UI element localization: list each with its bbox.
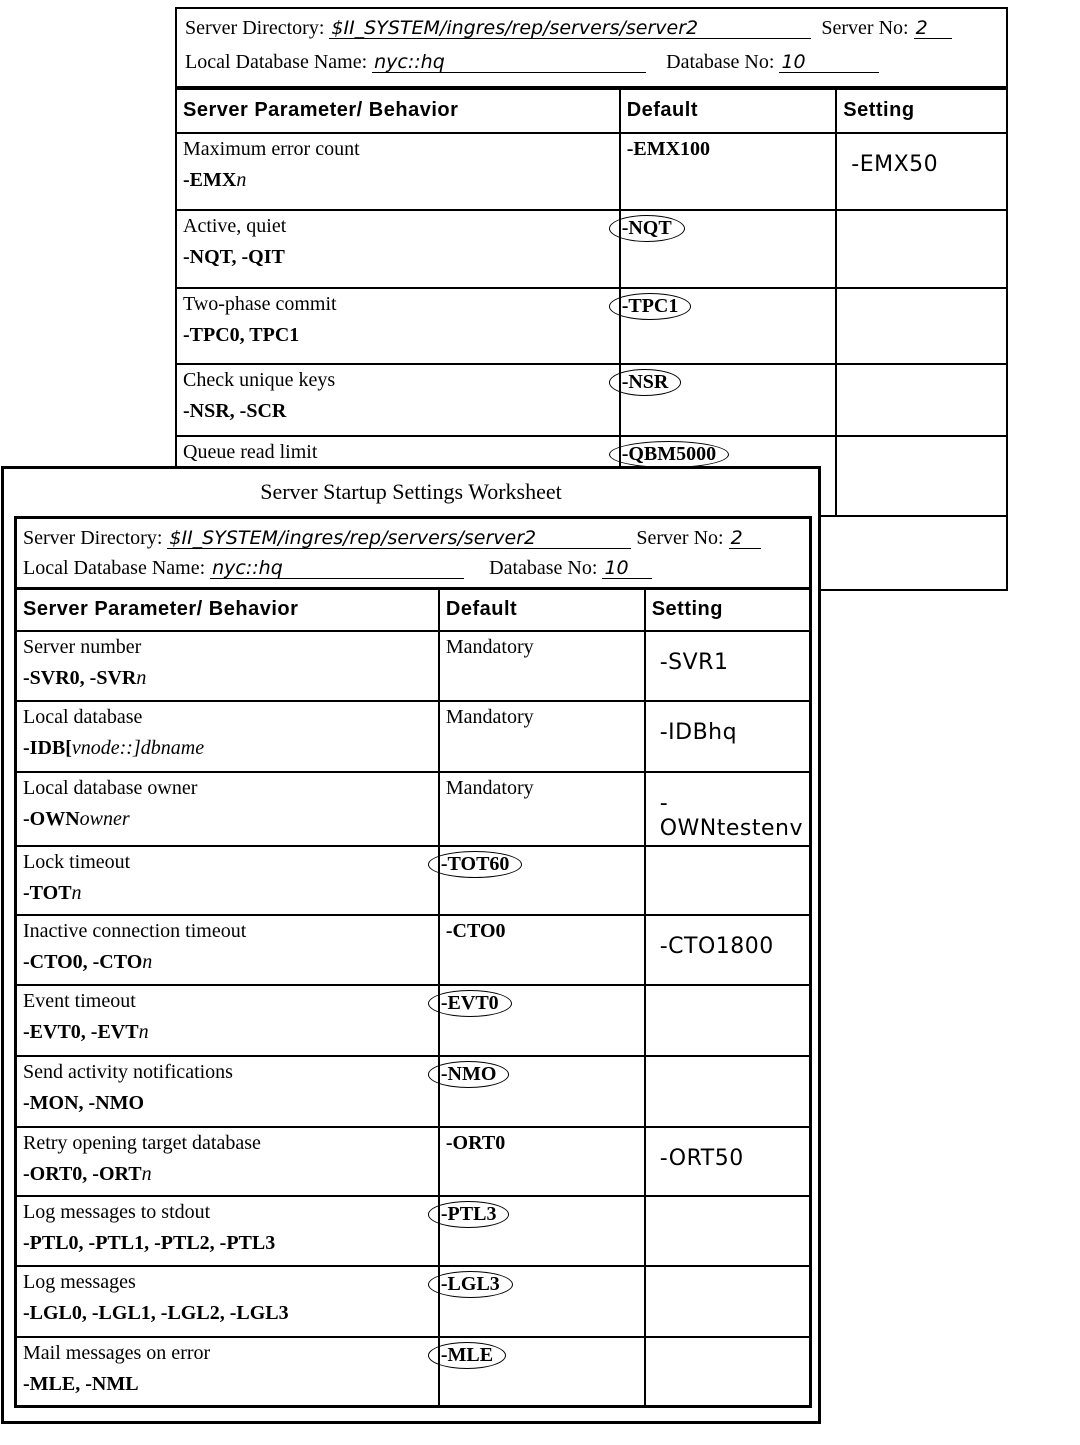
flag-text: -MLE, -NML bbox=[23, 1372, 139, 1395]
table-row bbox=[16, 701, 811, 772]
parameter-flags bbox=[23, 1302, 432, 1325]
parameter-cell bbox=[176, 364, 620, 436]
parameter-flags bbox=[23, 1232, 432, 1255]
setting-cell[interactable] bbox=[836, 288, 1007, 364]
table-header-row bbox=[16, 589, 811, 631]
parameter-cell bbox=[16, 772, 439, 846]
flag-text: -OWN bbox=[23, 807, 80, 830]
default-value: Mandatory bbox=[445, 705, 534, 728]
server-no-field[interactable]: 2 bbox=[729, 528, 761, 549]
flag-text: -EMX bbox=[183, 169, 237, 191]
default-cell bbox=[439, 846, 645, 915]
default-value-circled: -MLE bbox=[428, 1342, 506, 1369]
default-value-circled: -TPC1 bbox=[609, 293, 692, 320]
column-header-parameter: Server Parameter/ Behavior bbox=[176, 87, 620, 133]
flag-text: -MON, -NMO bbox=[23, 1091, 145, 1114]
parameter-flags bbox=[23, 882, 432, 905]
default-cell bbox=[439, 631, 645, 701]
default-cell bbox=[439, 985, 645, 1056]
default-cell bbox=[620, 288, 837, 364]
default-cell bbox=[439, 1266, 645, 1337]
table-row bbox=[16, 985, 811, 1056]
front-header bbox=[14, 516, 812, 590]
flag-variable: n bbox=[142, 950, 153, 973]
setting-value[interactable]: -ORT50 bbox=[659, 1145, 744, 1171]
default-value: Mandatory bbox=[445, 776, 534, 799]
default-value-circled: -NQT bbox=[609, 215, 685, 242]
parameter-flags bbox=[23, 1163, 432, 1186]
parameter-cell bbox=[176, 210, 620, 288]
table-row bbox=[176, 133, 1007, 210]
default-cell bbox=[439, 1056, 645, 1127]
parameter-name: Two-phase commit bbox=[183, 293, 337, 315]
table-row bbox=[16, 1266, 811, 1337]
database-no-label: Database No: bbox=[666, 51, 775, 73]
default-value-circled: -NMO bbox=[428, 1061, 510, 1088]
flag-text: -PTL0, -PTL1, -PTL2, -PTL3 bbox=[23, 1231, 276, 1254]
default-cell bbox=[439, 1196, 645, 1266]
setting-cell[interactable] bbox=[836, 436, 1007, 516]
table-row bbox=[176, 288, 1007, 364]
default-cell bbox=[620, 364, 837, 436]
parameter-cell bbox=[16, 701, 439, 772]
default-cell bbox=[439, 701, 645, 772]
flag-text: -SVR0, -SVR bbox=[23, 666, 137, 689]
parameter-flags bbox=[23, 951, 432, 974]
default-value-circled: -NSR bbox=[609, 369, 682, 396]
flag-text: -CTO0, -CTO bbox=[23, 950, 143, 973]
setting-cell[interactable] bbox=[645, 1337, 811, 1407]
parameter-name: Log messages bbox=[23, 1270, 136, 1293]
setting-cell[interactable] bbox=[836, 364, 1007, 436]
front-parameter-table bbox=[14, 587, 812, 1408]
parameter-name: Send activity notifications bbox=[23, 1060, 233, 1083]
server-directory-field[interactable]: $II_SYSTEM/ingres/rep/servers/server2 bbox=[329, 18, 811, 39]
setting-cell[interactable] bbox=[645, 985, 811, 1056]
column-header-parameter: Server Parameter/ Behavior bbox=[16, 589, 439, 631]
setting-cell[interactable] bbox=[645, 1056, 811, 1127]
database-no-field[interactable]: 10 bbox=[602, 558, 652, 579]
setting-cell[interactable] bbox=[836, 133, 1007, 210]
parameter-name: Active, quiet bbox=[183, 215, 287, 237]
parameter-cell bbox=[16, 1337, 439, 1407]
default-cell bbox=[439, 1127, 645, 1196]
parameter-flags bbox=[23, 808, 432, 831]
flag-text: -ORT0, -ORT bbox=[23, 1162, 142, 1185]
local-db-field[interactable]: nyc::hq bbox=[210, 558, 464, 579]
parameter-flags bbox=[23, 667, 432, 690]
setting-value[interactable]: -SVR1 bbox=[659, 649, 729, 675]
table-header-row bbox=[176, 87, 1007, 133]
parameter-name: Maximum error count bbox=[183, 138, 360, 160]
setting-cell[interactable] bbox=[645, 1266, 811, 1337]
default-value: Mandatory bbox=[445, 635, 534, 658]
column-header-setting: Setting bbox=[645, 589, 811, 631]
flag-variable: vnode::]dbname bbox=[71, 736, 205, 759]
parameter-flags bbox=[23, 1092, 432, 1115]
parameter-cell bbox=[16, 1266, 439, 1337]
parameter-flags bbox=[183, 324, 613, 347]
parameter-flags bbox=[183, 246, 613, 269]
parameter-cell bbox=[16, 631, 439, 701]
back-header bbox=[177, 9, 1006, 90]
flag-text: -NSR, -SCR bbox=[183, 400, 287, 422]
default-value-circled: -TOT60 bbox=[428, 851, 523, 878]
server-directory-field[interactable]: $II_SYSTEM/ingres/rep/servers/server2 bbox=[167, 528, 631, 549]
default-value: -EMX100 bbox=[626, 138, 711, 160]
local-db-field[interactable]: nyc::hq bbox=[372, 52, 646, 73]
flag-variable: n bbox=[141, 1162, 152, 1185]
table-row bbox=[16, 631, 811, 701]
parameter-name: Mail messages on error bbox=[23, 1341, 211, 1364]
database-no-label: Database No: bbox=[489, 557, 598, 579]
parameter-flags bbox=[23, 737, 432, 760]
server-directory-label: Server Directory: bbox=[185, 17, 325, 39]
flag-variable: n bbox=[71, 881, 82, 904]
default-cell bbox=[439, 1337, 645, 1407]
flag-variable: owner bbox=[79, 807, 130, 830]
parameter-name: Inactive connection timeout bbox=[23, 919, 247, 942]
default-value: -CTO0 bbox=[445, 919, 506, 942]
table-row bbox=[176, 364, 1007, 436]
parameter-name: Event timeout bbox=[23, 989, 136, 1012]
parameter-cell bbox=[176, 288, 620, 364]
default-value-circled: -QBM5000 bbox=[609, 441, 729, 468]
column-header-default: Default bbox=[439, 589, 645, 631]
server-no-field[interactable]: 2 bbox=[914, 18, 952, 39]
server-no-label: Server No: bbox=[821, 17, 909, 39]
setting-value[interactable]: -IDBhq bbox=[659, 719, 738, 745]
parameter-name: Queue read limit bbox=[183, 441, 318, 463]
table-row bbox=[16, 1127, 811, 1196]
parameter-cell bbox=[16, 1127, 439, 1196]
default-cell bbox=[439, 772, 645, 846]
setting-cell[interactable] bbox=[645, 772, 811, 846]
parameter-cell bbox=[16, 846, 439, 915]
table-row bbox=[176, 210, 1007, 288]
column-header-setting: Setting bbox=[836, 87, 1007, 133]
flag-text: -LGL0, -LGL1, -LGL2, -LGL3 bbox=[23, 1301, 289, 1324]
setting-cell[interactable] bbox=[836, 210, 1007, 288]
setting-value[interactable]: -CTO1800 bbox=[659, 933, 774, 959]
parameter-cell bbox=[16, 915, 439, 985]
server-no-label: Server No: bbox=[636, 527, 724, 549]
front-worksheet bbox=[1, 466, 821, 1424]
local-db-label: Local Database Name: bbox=[23, 557, 206, 579]
default-value: -ORT0 bbox=[445, 1131, 506, 1154]
flag-text: -TOT bbox=[23, 881, 72, 904]
table-row bbox=[16, 1337, 811, 1407]
default-value-circled: -LGL3 bbox=[428, 1271, 513, 1298]
parameter-name: Server number bbox=[23, 635, 142, 658]
back-parameter-table bbox=[175, 86, 1008, 517]
setting-cell[interactable] bbox=[645, 631, 811, 701]
setting-cell[interactable] bbox=[645, 1196, 811, 1266]
table-row bbox=[16, 1056, 811, 1127]
default-cell bbox=[620, 210, 837, 288]
setting-cell[interactable] bbox=[645, 1127, 811, 1196]
default-value-circled: -PTL3 bbox=[428, 1201, 510, 1228]
worksheet-title: Server Startup Settings Worksheet bbox=[260, 479, 562, 504]
parameter-name: Retry opening target database bbox=[23, 1131, 261, 1154]
flag-variable: n bbox=[136, 666, 147, 689]
parameter-name: Local database owner bbox=[23, 776, 198, 799]
parameter-name: Check unique keys bbox=[183, 369, 336, 391]
column-header-default: Default bbox=[620, 87, 837, 133]
parameter-flags bbox=[23, 1373, 432, 1396]
flag-variable: n bbox=[236, 169, 247, 191]
parameter-cell bbox=[176, 133, 620, 210]
default-cell bbox=[439, 915, 645, 985]
flag-text: -EVT0, -EVT bbox=[23, 1020, 139, 1043]
flag-text: -IDB[ bbox=[23, 736, 72, 759]
setting-cell[interactable] bbox=[645, 846, 811, 915]
database-no-field[interactable]: 10 bbox=[779, 52, 879, 73]
table-row bbox=[16, 772, 811, 846]
setting-value[interactable]: -OWNtestenv bbox=[659, 790, 803, 841]
parameter-name: Lock timeout bbox=[23, 850, 131, 873]
flag-text: -TPC0, TPC1 bbox=[183, 324, 300, 346]
parameter-cell bbox=[16, 1196, 439, 1266]
table-row bbox=[16, 846, 811, 915]
table-row bbox=[16, 915, 811, 985]
parameter-flags bbox=[183, 400, 613, 423]
setting-cell[interactable] bbox=[645, 701, 811, 772]
setting-cell[interactable] bbox=[645, 915, 811, 985]
parameter-flags bbox=[23, 1021, 432, 1044]
flag-variable: n bbox=[138, 1020, 149, 1043]
parameter-flags bbox=[183, 169, 613, 192]
parameter-name: Log messages to stdout bbox=[23, 1200, 211, 1223]
default-value-circled: -EVT0 bbox=[428, 990, 512, 1017]
local-db-label: Local Database Name: bbox=[185, 51, 368, 73]
server-directory-label: Server Directory: bbox=[23, 527, 163, 549]
parameter-cell bbox=[16, 985, 439, 1056]
flag-text: -NQT, -QIT bbox=[183, 246, 285, 268]
parameter-name: Local database bbox=[23, 705, 143, 728]
parameter-cell bbox=[16, 1056, 439, 1127]
table-row bbox=[16, 1196, 811, 1266]
default-cell bbox=[620, 133, 837, 210]
setting-value[interactable]: -EMX50 bbox=[851, 152, 939, 177]
